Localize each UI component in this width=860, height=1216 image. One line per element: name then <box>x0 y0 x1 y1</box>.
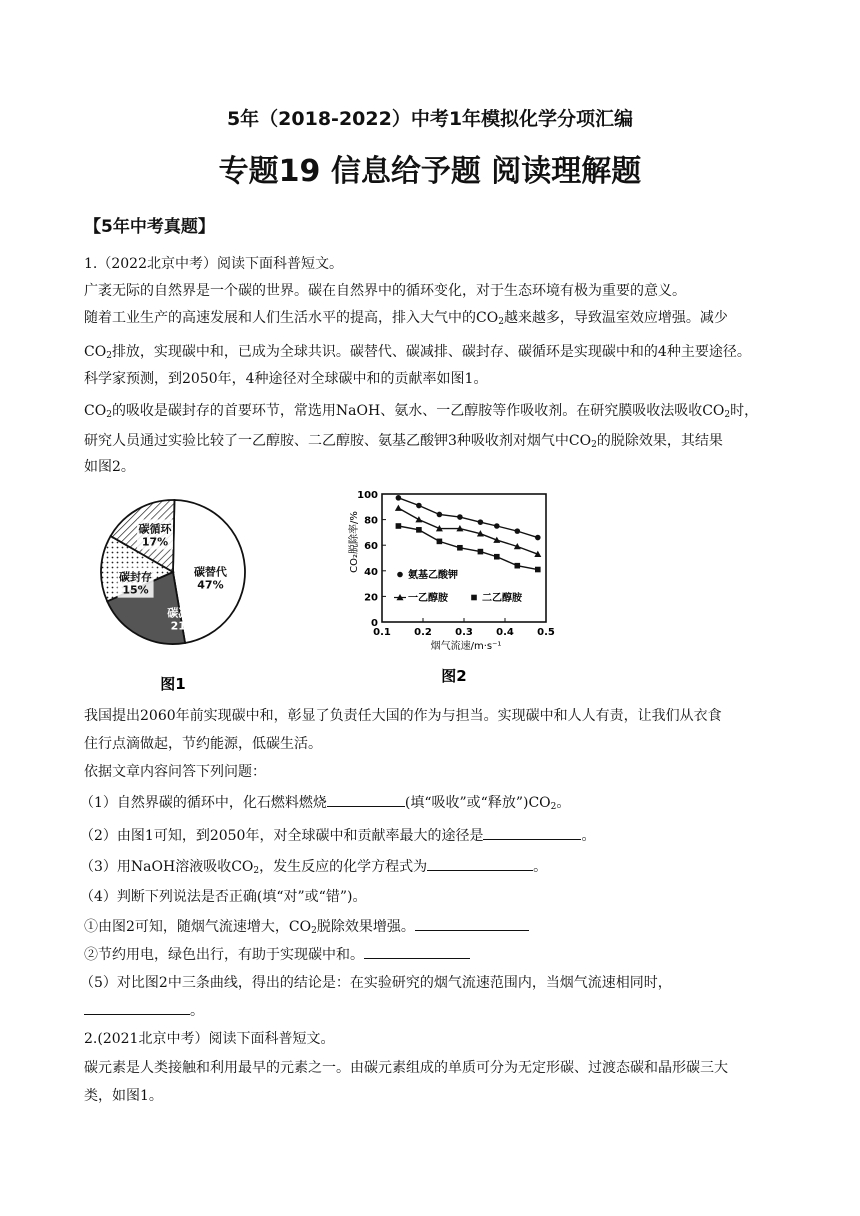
q1-intro: 1.（2022北京中考）阅读下面科普短文。 <box>84 256 343 272</box>
question-2: （2）由图1可知，到2050年，对全球碳中和贡献率最大的途径是 。 <box>80 823 780 849</box>
pie-slice-value: 21% <box>170 619 197 633</box>
figure-2-line-chart <box>342 480 572 690</box>
legend-label: 一乙醇胺 <box>408 593 448 604</box>
question-3: （3）用NaOH溶液吸收$CO_2$，发生反应的化学方程式为 。 <box>80 854 780 880</box>
answer-blank-1[interactable] <box>327 792 405 807</box>
section-heading: 【5年中考真题】 <box>84 217 215 237</box>
q1-paragraph-2-line-1: 随着工业生产的高速发展和人们生活水平的提高，排入大气中的$CO_2$越来越多，导致温室效应增强。减少 <box>84 310 728 327</box>
q2-paragraph-1-line-2: 类，如图1。 <box>84 1088 163 1104</box>
question-1: （1）自然界碳的循环中，化石燃料燃烧 (填“吸收”或“释放$”)CO_2$。 <box>80 790 780 816</box>
data-point <box>416 527 422 533</box>
data-point <box>415 516 422 522</box>
x-tick-label: 0.2 <box>414 627 432 638</box>
figure-2-caption: 图2 <box>441 667 467 685</box>
document-title: 专题19 信息给予题 阅读理解题 <box>218 154 642 189</box>
legend-marker <box>397 572 403 578</box>
pie-slice-value: 47% <box>197 578 224 592</box>
data-point <box>535 567 541 573</box>
x-tick-label: 0.3 <box>455 627 473 638</box>
legend-label: 二乙醇胺 <box>482 593 522 604</box>
pie-slice-label: 碳循环 <box>138 522 172 536</box>
y-tick-label: 80 <box>364 515 378 527</box>
data-point <box>515 563 521 569</box>
question-5-answer-line: 。 <box>84 998 784 1024</box>
q1-paragraph-3-line-1: $CO_2$的吸收是碳封存的首要环节，常选用NaOH、氨水、一乙醇胺等作吸收剂。在研究膜吸收法吸收$CO_2$时， <box>84 403 759 420</box>
q1-paragraph-2-line-3: 科学家预测，到2050年，4种途径对全球碳中和的贡献率如图1。 <box>84 371 488 387</box>
data-point <box>457 514 463 520</box>
x-axis-label: 烟气流速/m·s⁻¹ <box>430 641 502 652</box>
answer-blank-2[interactable] <box>483 825 581 840</box>
figure-1-caption: 图1 <box>160 675 186 693</box>
q1-paragraph-4-line-1: 我国提出2060年前实现碳中和，彰显了负责任大国的作为与担当。实现碳中和人人有责，让我们从衣食 <box>84 708 722 724</box>
q2-intro: 2.(2021北京中考）阅读下面科普短文。 <box>84 1031 335 1047</box>
q1-paragraph-1: 广袤无际的自然界是一个碳的世界。碳在自然界中的循环变化，对于生态环境有极为重要的意义。 <box>84 283 686 299</box>
data-point <box>478 549 484 555</box>
x-tick-label: 0.1 <box>373 627 391 638</box>
pie-slice-label: 碳替代 <box>193 565 227 579</box>
y-tick-label: 0 <box>371 618 378 629</box>
y-axis-label: CO₂脱除率/% <box>349 511 360 573</box>
y-tick-label: 20 <box>364 592 378 604</box>
q2-paragraph-1-line-1: 碳元素是人类接触和利用最早的元素之一。由碳元素组成的单质可分为无定形碳、过渡态碳和晶形碳三大 <box>84 1060 728 1076</box>
pie-slice-label: 碳减排 <box>167 606 201 620</box>
answer-blank-3[interactable] <box>427 856 533 871</box>
question-4-item-1: ①由图2可知，随烟气流速增大，$CO_2$脱除效果增强。 <box>84 914 784 940</box>
q1-paragraph-4-line-2: 住行点滴做起，节约能源，低碳生活。 <box>84 736 322 752</box>
q1-paragraph-2-line-2: $CO_2$排放，实现碳中和，已成为全球共识。碳替代、碳减排、碳封存、碳循环是实现碳中和的4种主要途径。 <box>84 344 751 361</box>
y-tick-label: 60 <box>364 541 378 553</box>
pie-slice-label: 碳封存 <box>119 570 153 584</box>
legend-marker <box>471 595 477 601</box>
x-tick-label: 0.4 <box>496 627 514 638</box>
data-point <box>395 505 402 511</box>
answer-blank-4-2[interactable] <box>364 944 470 959</box>
data-point <box>494 523 500 529</box>
answer-blank-5[interactable] <box>84 1000 190 1015</box>
data-point <box>396 495 402 501</box>
data-point <box>437 512 443 518</box>
legend-label: 氨基乙酸钾 <box>408 570 458 581</box>
answer-blank-4-1[interactable] <box>415 916 529 931</box>
pie-slice-value: 17% <box>141 535 169 549</box>
data-point <box>396 523 402 529</box>
question-5: （5）对比图2中三条曲线，得出的结论是：在实验研究的烟气流速范围内，当烟气流速相同时， <box>80 975 672 991</box>
y-tick-label: 40 <box>364 566 378 578</box>
data-point <box>494 554 500 560</box>
q1-ask: 依据文章内容问答下列问题： <box>84 764 266 780</box>
y-tick-label: 100 <box>357 490 378 501</box>
data-point <box>457 545 463 551</box>
q1-paragraph-3-line-2: 研究人员通过实验比较了一乙醇胺、二乙醇胺、氨基乙酸钾3种吸收剂对烟气中$CO_2$的脱除效果，其结果 <box>84 433 723 450</box>
data-point <box>535 535 541 541</box>
question-4-item-2: ②节约用电，绿色出行，有助于实现碳中和。 <box>84 942 784 968</box>
data-point <box>515 528 521 534</box>
x-tick-label: 0.5 <box>537 627 555 638</box>
document-subtitle: 5年（2018-2022）中考1年模拟化学分项汇编 <box>226 108 634 130</box>
pie-slice-value: 15% <box>122 583 149 597</box>
figure-1-pie-chart <box>95 490 275 700</box>
data-point <box>416 503 422 509</box>
data-point <box>478 519 484 525</box>
data-point <box>437 539 443 545</box>
question-4: （4）判断下列说法是否正确(填“对”或“错”)。 <box>80 889 367 905</box>
q1-paragraph-3-line-3: 如图2。 <box>84 459 135 475</box>
